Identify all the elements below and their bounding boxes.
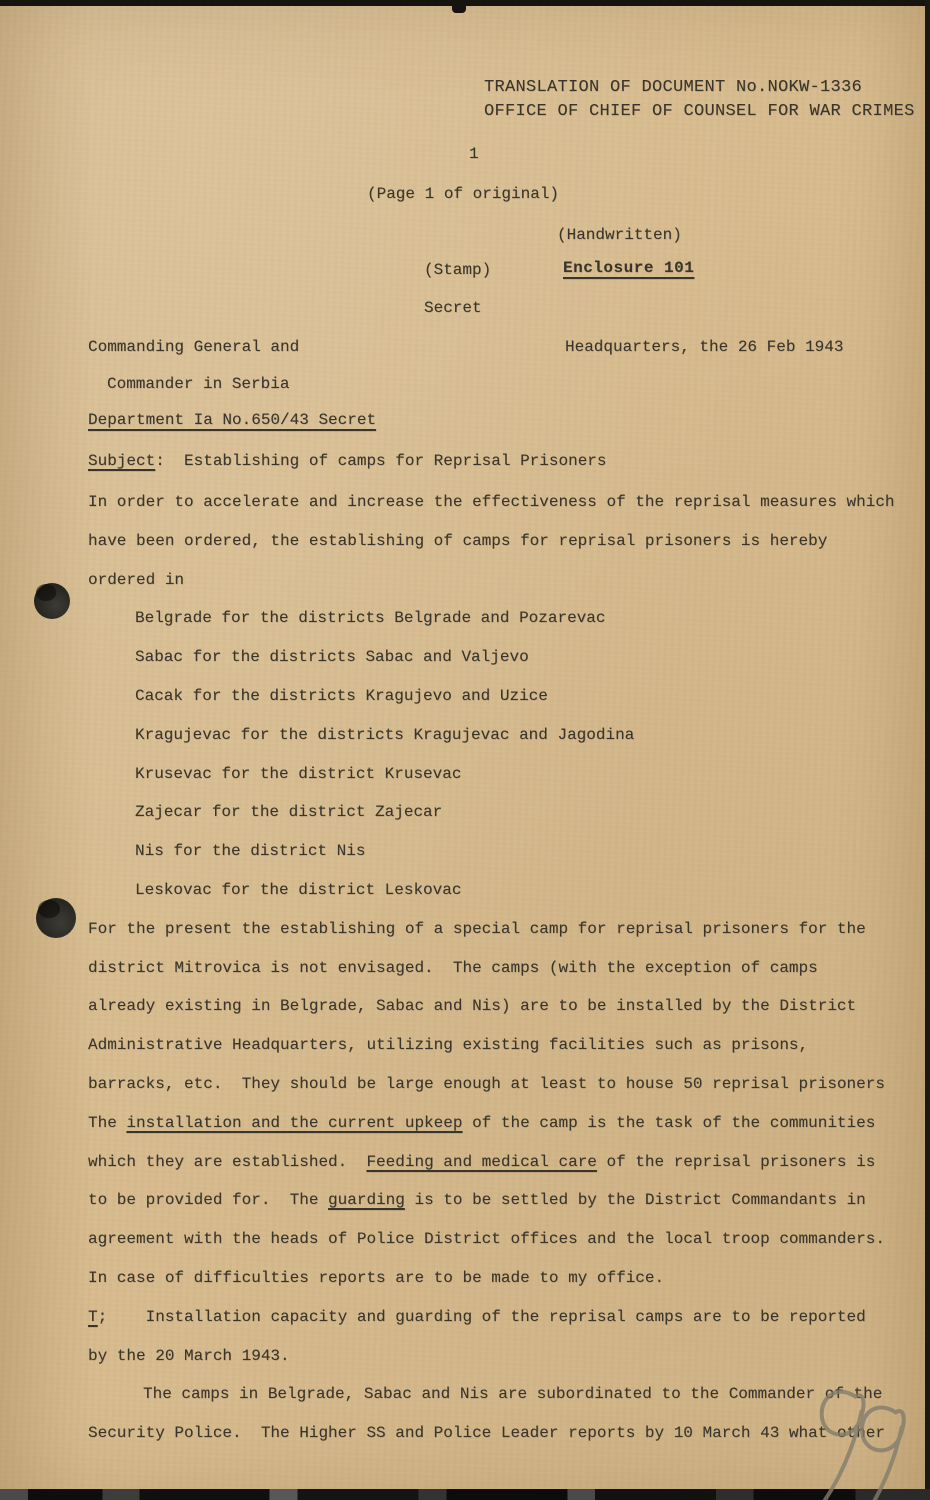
document-line [88,1259,922,1298]
document-line [88,832,922,871]
hole-punch-bottom [36,898,76,938]
handwritten-label: (Handwritten) [557,226,682,244]
text-segment: barracks, etc. They should be large enough at least to house 50 reprisal prisoners [88,1074,885,1093]
scan-edge-notch [452,0,466,13]
text-segment: Belgrade for the districts Belgrade and Pozarevac [135,609,606,628]
document-line [88,1220,922,1259]
enclosure-number: Enclosure 101 [563,259,695,277]
document-line [88,871,922,910]
page-number: 1 [469,145,479,163]
text-segment: of the reprisal prisoners is [596,1152,876,1171]
stamp-label: (Stamp) [424,261,492,279]
text-segment: Nis for the district Nis [135,842,366,861]
scan-edge-right [925,0,930,1500]
document-line [88,483,922,522]
sender-line1: Commanding General and [88,338,300,356]
text-segment: Leskovac for the district Leskovac [135,880,462,899]
text-segment: of the camp is the task of the communities [462,1113,876,1132]
document-line [88,599,922,638]
document-title-line2: OFFICE OF CHIEF OF COUNSEL FOR WAR CRIMES [484,102,915,121]
document-line [88,1065,922,1104]
text-segment: agreement with the heads of Police District offices and the local troop commanders. [88,1230,885,1249]
document-line [88,638,922,677]
underlined-text: installation and the current upkeep [126,1113,463,1132]
document-line [88,522,922,561]
document-line [88,1375,922,1414]
document-line [88,716,922,755]
text-segment: Krusevac for the district Krusevac [135,764,462,783]
sender-line2: Commander in Serbia [107,375,290,393]
text-segment: In case of difficulties reports are to be made to my office. [88,1268,665,1287]
document-title-line1: TRANSLATION OF DOCUMENT No.NOKW-1336 [484,78,863,97]
document-line [88,1104,922,1143]
underlined-text: T [88,1307,98,1326]
document-line [88,755,922,794]
department-reference: Department Ia No.650/43 Secret [88,411,377,429]
document-line [88,1414,922,1453]
text-segment: is to be settled by the District Commandants in [404,1191,866,1210]
handwritten-page-number [793,1375,930,1500]
text-segment: Sabac for the districts Sabac and Valjevo [135,648,529,667]
document-line [88,910,922,949]
document-line [88,793,922,832]
underlined-text: guarding [328,1191,405,1210]
scan-edge-bottom [0,1489,930,1500]
text-segment: district Mitrovica is not envisaged. The camps (with the exception of camps [88,958,818,977]
subject-line [88,452,607,470]
text-segment: Kragujevac for the districts Kragujevac and Jagodina [135,725,635,744]
document-line [88,677,922,716]
text-segment: by the 20 March 1943. [88,1346,290,1365]
document-line [88,1298,922,1337]
text-segment: Zajecar for the district Zajecar [135,803,443,822]
text-segment: which they are established. [88,1152,367,1171]
document-line [88,987,922,1026]
text-segment: to be provided for. The [88,1191,329,1210]
text-segment: The [88,1113,127,1132]
text-segment: ; Installation capacity and guarding of the reprisal camps are to be reported [97,1307,866,1326]
document-line [88,1337,922,1376]
hole-punch-top [34,583,70,619]
text-segment: The camps in Belgrade, Sabac and Nis are subordinated to the Commander of the [143,1385,883,1404]
text-segment: have been ordered, the establishing of camps for reprisal prisoners is hereby [88,531,828,550]
subject-label: Subject [88,452,156,470]
document-line [88,1181,922,1220]
document-line [88,561,922,600]
text-segment: Cacak for the districts Kragujevo and Uzice [135,686,548,705]
text-segment: For the present the establishing of a special camp for reprisal prisoners for the [88,919,866,938]
page-note: (Page 1 of original) [367,185,560,203]
subject-text: : Establishing of camps for Reprisal Prisoners [155,452,607,470]
text-segment: ordered in [88,570,185,589]
document-line [88,1026,922,1065]
document-line [88,1143,922,1182]
dateline: Headquarters, the 26 Feb 1943 [565,338,844,356]
text-segment: In order to accelerate and increase the effectiveness of the reprisal measures which [88,493,895,511]
text-segment: Administrative Headquarters, utilizing existing facilities such as prisons, [88,1036,809,1055]
document-body [88,483,922,1453]
document-line [88,949,922,988]
text-segment: already existing in Belgrade, Sabac and Nis) are to be installed by the District [88,997,857,1016]
underlined-text: Feeding and medical care [366,1152,597,1171]
classification-secret: Secret [424,299,482,317]
text-segment: Security Police. The Higher SS and Police Leader reports by 10 March 43 what other [88,1424,885,1443]
